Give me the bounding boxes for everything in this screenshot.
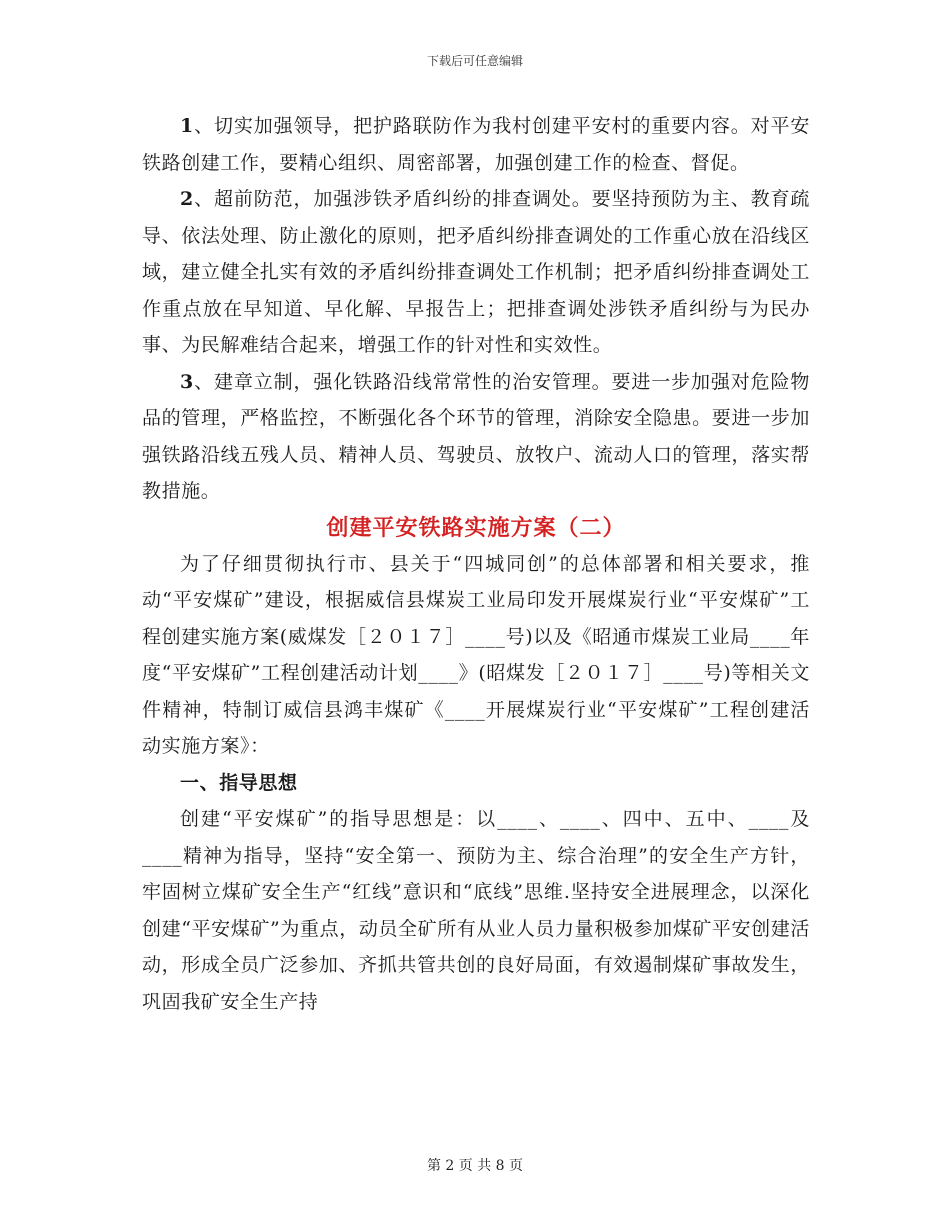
- item-number: 3: [180, 370, 194, 393]
- page-header: 下载后可任意编辑: [426, 54, 523, 68]
- section-title: 创建平安铁路实施方案（二）: [326, 514, 626, 541]
- list-item-2: [142, 181, 810, 364]
- intro-paragraph: 为了仔细贯彻执行市、县关于“四城同创”的总体部署和相关要求，推动“平安煤矿”建设，根据威信县煤炭工业局印发开展煤炭行业“平安煤矿”工程创建实施方案(威煤发［２０１７］____号)以及《昭通市煤炭工业局____年度“平安煤矿”工程创建活动计划____》(昭煤发［２０１７］____号)等相关文件精神，特制订威信县鸿丰煤矿《____开展煤炭行业“平安煤矿”工程创建活动实施方案》：: [142, 552, 810, 757]
- heading-guiding-ideology: 一、指导思想: [180, 771, 298, 794]
- item-text: 、超前防范，加强涉铁矛盾纠纷的排查调处。要坚持预防为主、教育疏导、依法处理、防止激化的原则，把矛盾纠纷排查调处的工作重心放在沿线区域，建立健全扎实有效的矛盾纠纷排查调处工作机制；把矛盾纠纷排查调处工作重点放在早知道、早化解、早报告上；把排查调处涉铁矛盾纠纷与为民办事、为民解难结合起来，增强工作的针对性和实效性。: [142, 188, 810, 356]
- item-text: 、切实加强领导，把护路联防作为我村创建平安村的重要内容。对平安铁路创建工作，要精心组织、周密部署，加强创建工作的检查、督促。: [142, 115, 810, 174]
- page-footer: 第 2 页 共 8 页: [426, 1158, 524, 1174]
- item-text: 、建章立制，强化铁路沿线常常性的治安管理。要进一步加强对危险物品的管理，严格监控，不断强化各个环节的管理，消除安全隐患。要进一步加强铁路沿线五残人员、精神人员、驾驶员、放牧户、流动人口的管理，落实帮教措施。: [142, 370, 810, 502]
- guiding-paragraph: 创建“平安煤矿”的指导思想是：以____、____、四中、五中、____及____精神为指导，坚持“安全第一、预防为主、综合治理”的安全生产方针，牢固树立煤矿安全生产“红线”意识和“底线”思维.坚持安全进展理念，以深化创建“平安煤矿”为重点，动员全矿所有从业人员力量积极参加煤矿平安创建活动，形成全员广泛参加、齐抓共管共创的良好局面，有效遏制煤矿事故发生，巩固我矿安全生产持: [142, 808, 810, 1013]
- item-number: 2: [180, 188, 194, 210]
- item-number: 1: [180, 115, 194, 137]
- document-body: [142, 108, 810, 1020]
- list-item-3: [142, 364, 810, 510]
- list-item-1: [142, 108, 810, 181]
